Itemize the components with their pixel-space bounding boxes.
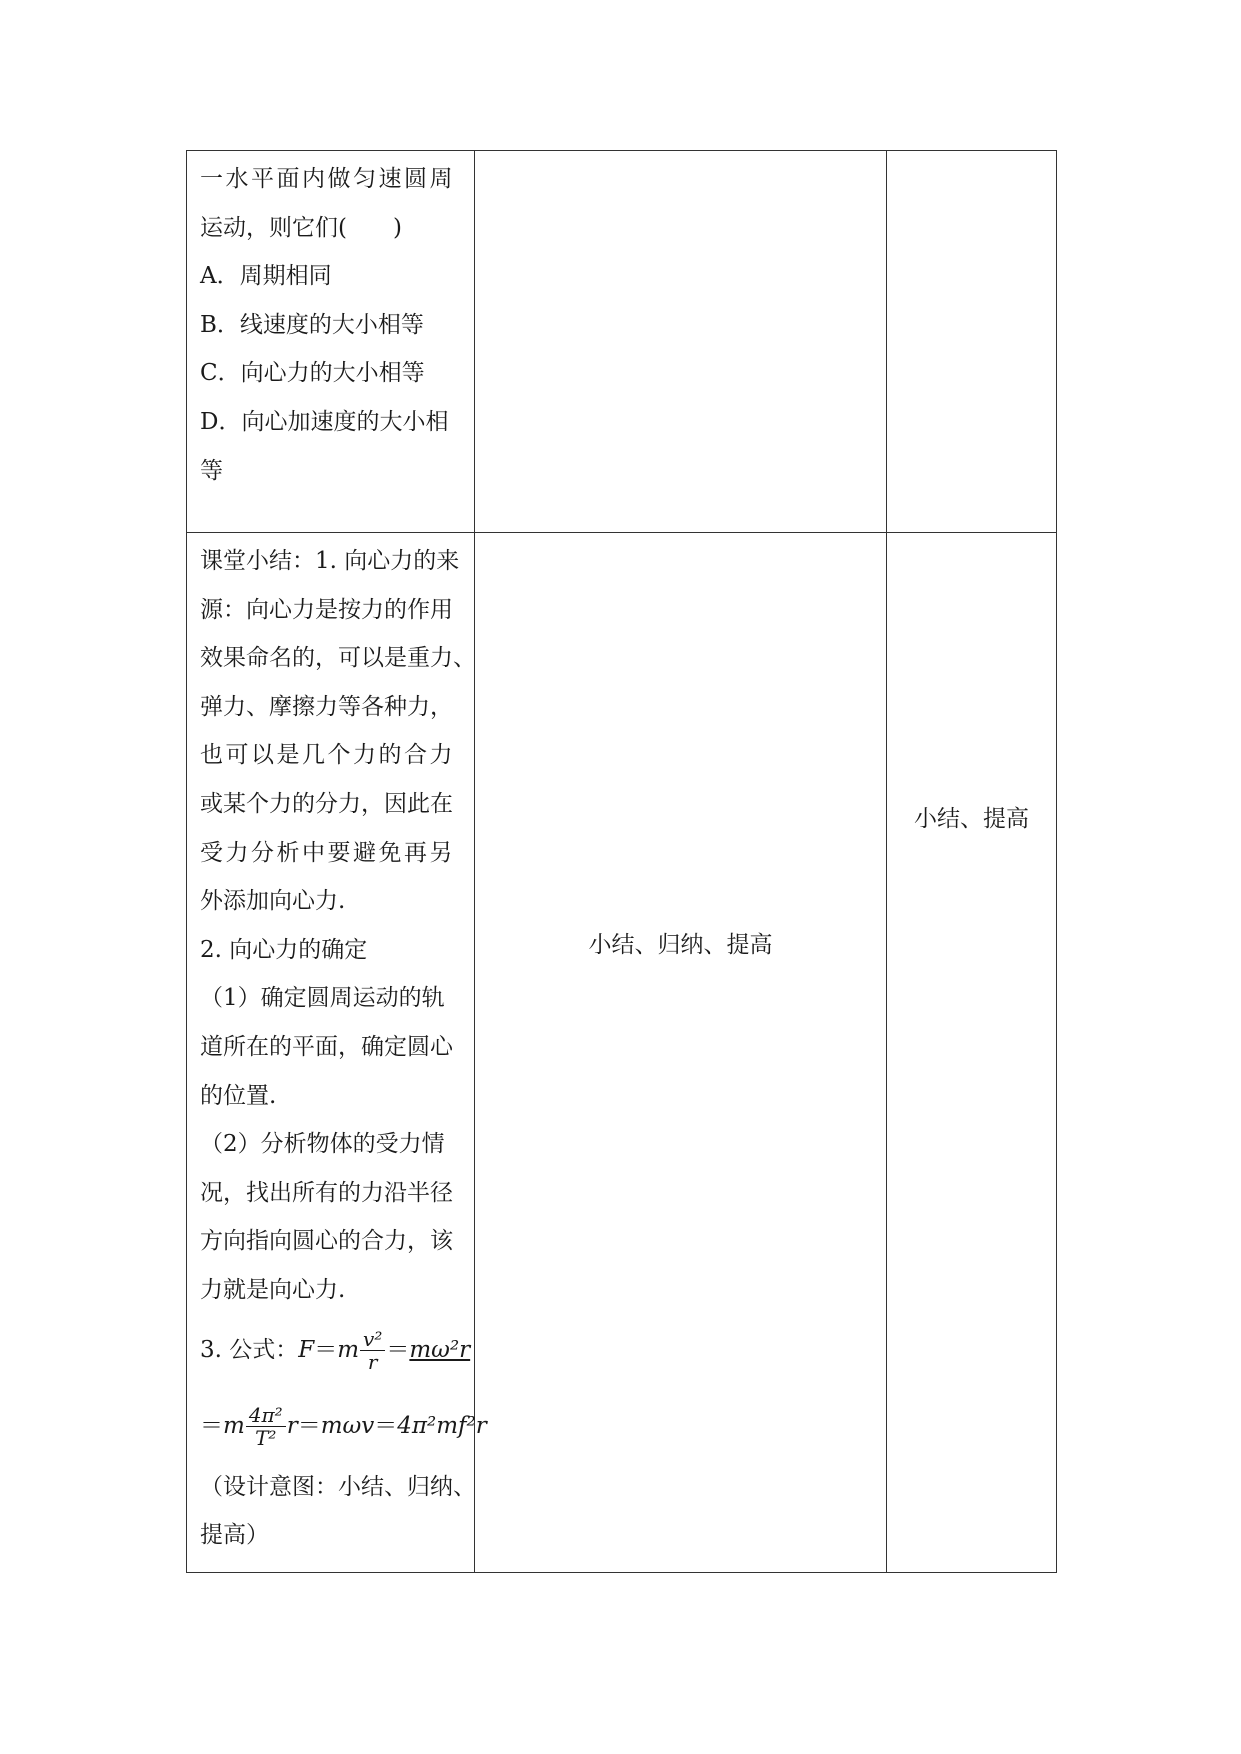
method-cell [475, 533, 887, 1573]
underlined-term: mω²r [409, 1337, 471, 1364]
text-line: 受力分析中要避免再另 [200, 839, 455, 866]
empty-cell [475, 151, 887, 533]
fraction-denominator: r [367, 1350, 378, 1374]
fraction-numerator: v² [360, 1328, 385, 1351]
formula-label: 3. 公式： [200, 1337, 299, 1364]
text-line: 道所在的平面，确定圆心 [200, 1033, 453, 1060]
text-line: 况，找出所有的力沿半径 [200, 1179, 453, 1206]
empty-cell [887, 151, 1057, 533]
equals-sign: ＝ [297, 1413, 321, 1440]
goal-text: 小结、提高 [914, 806, 1029, 832]
text-line: 的位置. [200, 1082, 277, 1109]
option-b: B．线速度的大小相等 [200, 311, 424, 338]
table-row [187, 151, 1057, 533]
formula-term: mωv [320, 1413, 375, 1440]
equals-sign: ＝ [314, 1337, 338, 1364]
design-intent-line: 提高） [200, 1522, 269, 1549]
text-line: 外添加向心力. [200, 888, 346, 915]
text-line: 一水平面内做匀速圆周 [200, 166, 455, 192]
formula-symbol: F [298, 1337, 315, 1364]
question-text [187, 151, 474, 495]
text-line: 效果命名的，可以是重力、 [200, 645, 476, 672]
text-line: 运动，则它们( ) [200, 214, 402, 241]
option-a: A．周期相同 [200, 263, 332, 290]
text-line: 2. 向心力的确定 [200, 936, 368, 963]
text-line: 或某个力的分力，因此在 [200, 790, 453, 817]
summary-cell [187, 533, 487, 1573]
equals-sign: ＝ [200, 1413, 223, 1440]
formula-symbol: m [337, 1337, 360, 1364]
fraction-denominator: T² [255, 1426, 277, 1450]
formula-line-2 [200, 1391, 487, 1463]
summary-text [187, 533, 487, 1560]
option-d-cont: 等 [200, 457, 223, 484]
method-text: 小结、归纳、提高 [588, 932, 773, 958]
fraction [246, 1404, 286, 1449]
text-line: （2）分析物体的受力情 [200, 1131, 445, 1158]
question-cell [187, 151, 475, 533]
text-line: 力就是向心力. [200, 1276, 346, 1303]
equals-sign: ＝ [374, 1413, 398, 1440]
text-line: （1）确定圆周运动的轨 [200, 985, 445, 1012]
design-intent-line: （设计意图：小结、归纳、 [200, 1473, 476, 1500]
text-line: 源：向心力是按力的作用 [200, 596, 453, 623]
text-line: 弹力、摩擦力等各种力， [200, 693, 453, 720]
option-d: D．向心加速度的大小相 [200, 408, 449, 435]
fraction [360, 1328, 385, 1373]
formula-symbol: m [223, 1413, 245, 1440]
fraction-numerator: 4π² [246, 1404, 286, 1427]
formula-term: 4π²mf²r [397, 1413, 487, 1440]
option-c: C．向心力的大小相等 [200, 360, 425, 387]
goal-cell [887, 533, 1057, 1573]
lesson-table [186, 150, 1057, 1573]
equals-sign: ＝ [386, 1337, 410, 1364]
text-line: 也可以是几个力的合力 [200, 742, 455, 769]
formula-symbol: r [286, 1413, 298, 1440]
text-line: 课堂小结：1. 向心力的来 [200, 548, 460, 574]
formula-line-1 [200, 1319, 471, 1383]
table-row [187, 533, 1057, 1573]
text-line: 方向指向圆心的合力，该 [200, 1228, 453, 1255]
